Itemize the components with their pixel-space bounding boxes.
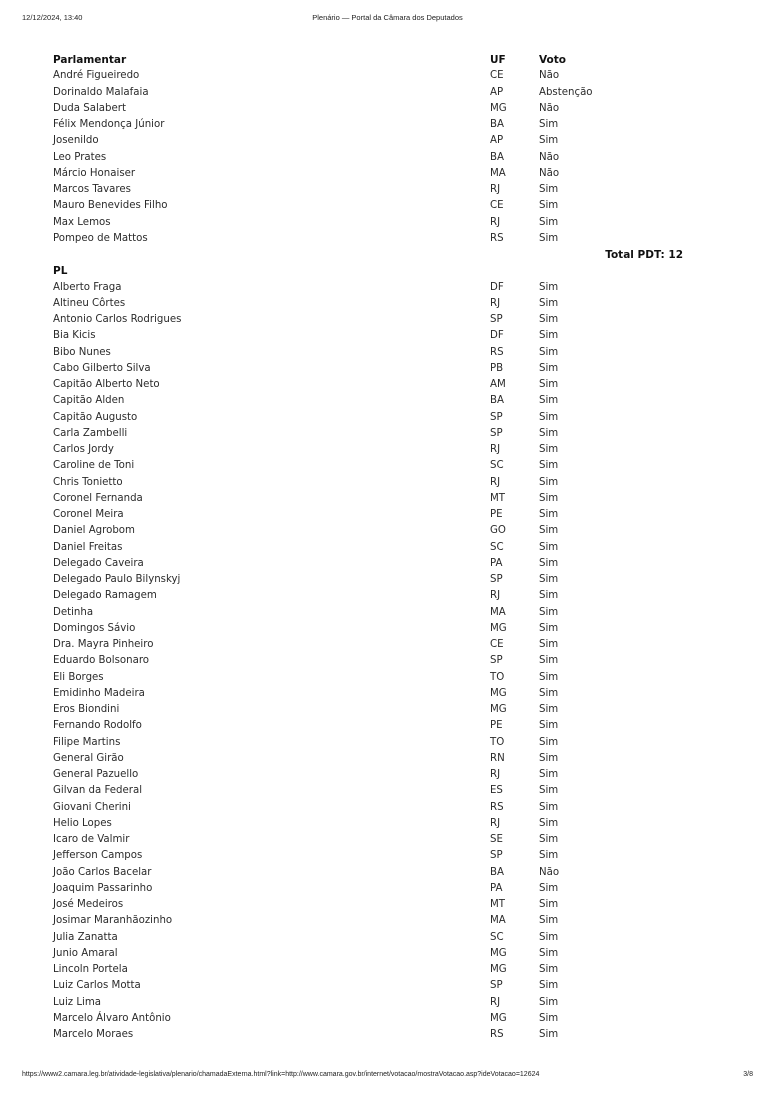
deputy-uf: RJ [490, 769, 501, 780]
deputy-uf: PA [490, 882, 503, 894]
deputy-name: Delegado Paulo Bilynskyj [53, 574, 181, 585]
table-row [53, 198, 683, 214]
deputy-name: Detinha [53, 606, 94, 618]
table-row [53, 1027, 683, 1043]
table-row [53, 832, 683, 848]
table-row [53, 150, 683, 166]
deputy-vote: Sim [539, 769, 559, 780]
deputy-uf: BA [490, 866, 504, 878]
table-row [53, 507, 683, 523]
column-header-uf: UF [490, 54, 506, 66]
table-row [53, 978, 683, 994]
deputy-vote: Sim [539, 574, 559, 585]
deputy-vote: Sim [539, 606, 559, 618]
deputy-name: Delegado Ramagem [53, 590, 157, 602]
party-total-label: Total PDT: 12 [605, 249, 683, 261]
deputy-vote: Sim [539, 216, 559, 228]
deputy-name: Marcelo Álvaro Antônio [53, 1012, 171, 1024]
deputy-uf: MG [490, 704, 507, 715]
deputy-name: André Figueiredo [53, 70, 140, 82]
table-row [53, 328, 683, 344]
table-row [53, 637, 683, 653]
print-url: https://www2.camara.leg.br/atividade-legislativa/plenario/chamadaExterna.html?link=http://www.camara.gov.br/internet/votacao/mostraVotacao.asp?ideVotacao=12624 [22, 1071, 540, 1078]
deputy-uf: RS [490, 232, 504, 244]
deputy-vote: Sim [539, 720, 559, 732]
deputy-uf: MT [490, 899, 506, 910]
deputy-name: Eduardo Bolsonaro [53, 655, 150, 667]
deputy-uf: RJ [490, 476, 501, 488]
deputy-vote: Sim [539, 557, 559, 569]
table-row [53, 588, 683, 604]
table-row [53, 605, 683, 621]
deputy-uf: MG [490, 687, 507, 699]
deputy-uf: MG [490, 622, 507, 634]
deputy-vote: Não [539, 151, 560, 163]
deputy-name: Bia Kicis [53, 330, 96, 342]
deputy-name: Luiz Carlos Motta [53, 980, 141, 992]
deputy-name: Mauro Benevides Filho [53, 200, 168, 212]
deputy-name: Joaquim Passarinho [53, 882, 153, 894]
deputy-name: Junio Amaral [53, 947, 118, 959]
table-row [53, 962, 683, 978]
deputy-uf: PE [490, 509, 503, 520]
deputy-name: Jefferson Campos [53, 850, 143, 862]
deputy-uf: MG [490, 964, 507, 975]
deputy-uf: ES [490, 785, 503, 797]
deputy-vote: Sim [539, 817, 559, 829]
deputy-name: Bibo Nunes [53, 346, 111, 358]
table-row [53, 231, 683, 247]
deputy-vote: Sim [539, 330, 559, 342]
deputy-vote: Sim [539, 314, 559, 325]
deputy-name: José Medeiros [53, 899, 124, 910]
table-row [53, 101, 683, 117]
table-row [53, 751, 683, 767]
deputy-uf: CE [490, 200, 504, 212]
deputy-name: Eli Borges [53, 671, 104, 683]
deputy-vote: Sim [539, 1012, 559, 1024]
deputy-name: Alberto Fraga [53, 281, 122, 293]
deputy-uf: SP [490, 850, 503, 862]
deputy-name: Félix Mendonça Júnior [53, 119, 165, 130]
deputy-uf: BA [490, 395, 504, 407]
table-row [53, 523, 683, 539]
deputy-vote: Sim [539, 996, 559, 1008]
deputy-vote: Sim [539, 704, 559, 715]
deputy-name: Duda Salabert [53, 102, 126, 114]
deputy-vote: Sim [539, 687, 559, 699]
deputy-uf: RJ [490, 817, 501, 829]
deputy-uf: SP [490, 980, 503, 992]
deputy-vote: Sim [539, 834, 559, 845]
deputy-name: Marcos Tavares [53, 184, 131, 195]
deputy-vote: Sim [539, 915, 559, 927]
deputy-uf: TO [490, 671, 505, 683]
table-row [53, 783, 683, 799]
table-row [53, 68, 683, 84]
table-row [53, 117, 683, 133]
deputy-name: Carla Zambelli [53, 427, 128, 439]
table-row [53, 312, 683, 328]
table-row [53, 913, 683, 929]
deputy-uf: SC [490, 460, 504, 472]
table-row [53, 897, 683, 913]
table-row [53, 215, 683, 231]
table-row [53, 377, 683, 393]
pdt-rows [53, 68, 683, 247]
table-row [53, 735, 683, 751]
column-header-voto: Voto [539, 54, 566, 66]
deputy-vote: Não [539, 102, 560, 114]
deputy-uf: SE [490, 834, 503, 845]
deputy-vote: Sim [539, 395, 559, 407]
deputy-name: Antonio Carlos Rodrigues [53, 314, 182, 325]
column-header-parlamentar: Parlamentar [53, 54, 127, 66]
deputy-name: Emidinho Madeira [53, 687, 145, 699]
deputy-vote: Sim [539, 850, 559, 862]
deputy-uf: AP [490, 135, 504, 147]
table-row [53, 930, 683, 946]
table-row [53, 540, 683, 556]
deputy-name: Dorinaldo Malafaia [53, 86, 149, 98]
deputy-name: Fernando Rodolfo [53, 720, 142, 732]
table-row [53, 621, 683, 637]
print-page-title: Plenário — Portal da Câmara dos Deputados [312, 13, 463, 22]
deputy-name: Cabo Gilberto Silva [53, 362, 151, 374]
deputy-uf: GO [490, 525, 506, 537]
deputy-uf: SP [490, 427, 503, 439]
deputy-name: Dra. Mayra Pinheiro [53, 639, 154, 650]
deputy-name: Caroline de Toni [53, 460, 135, 472]
deputy-uf: MG [490, 102, 507, 114]
deputy-uf: MA [490, 606, 506, 618]
deputy-vote: Sim [539, 590, 559, 602]
deputy-name: Marcelo Moraes [53, 1029, 134, 1040]
table-row [53, 393, 683, 409]
table-row [53, 848, 683, 864]
deputy-name: João Carlos Bacelar [53, 866, 152, 878]
deputy-name: Giovani Cherini [53, 801, 131, 813]
deputy-uf: RS [490, 1029, 504, 1040]
deputy-uf: AP [490, 86, 504, 98]
table-row [53, 653, 683, 669]
deputy-vote: Sim [539, 492, 559, 504]
table-row [53, 800, 683, 816]
deputy-vote: Sim [539, 1029, 559, 1040]
pl-rows [53, 280, 683, 1044]
deputy-name: Domingos Sávio [53, 622, 136, 634]
print-datetime: 12/12/2024, 13:40 [22, 13, 83, 22]
deputy-name: Helio Lopes [53, 817, 112, 829]
party-total-row [53, 247, 683, 263]
table-row [53, 718, 683, 734]
deputy-name: Altineu Côrtes [53, 297, 126, 309]
deputy-vote: Abstenção [539, 86, 593, 98]
deputy-uf: DF [490, 281, 504, 293]
deputy-vote: Sim [539, 200, 559, 212]
deputy-name: General Girão [53, 752, 124, 764]
table-row [53, 767, 683, 783]
deputy-vote: Sim [539, 135, 559, 147]
deputy-vote: Sim [539, 882, 559, 894]
deputy-uf: PB [490, 362, 504, 374]
deputy-vote: Sim [539, 232, 559, 244]
deputy-name: Icaro de Valmir [53, 834, 130, 845]
print-page-number: 3/8 [743, 1071, 753, 1078]
table-row [53, 133, 683, 149]
party-heading-row [53, 263, 683, 279]
deputy-name: Chris Tonietto [53, 476, 123, 488]
deputy-uf: PA [490, 557, 503, 569]
deputy-name: Luiz Lima [53, 996, 102, 1008]
deputy-vote: Sim [539, 444, 559, 455]
table-row [53, 670, 683, 686]
deputy-vote: Sim [539, 379, 559, 390]
table-row [53, 442, 683, 458]
deputy-uf: MG [490, 947, 507, 959]
party-heading: PL [53, 265, 68, 278]
deputy-uf: MA [490, 915, 506, 927]
deputy-vote: Sim [539, 509, 559, 520]
deputy-vote: Sim [539, 297, 559, 309]
deputy-uf: RJ [490, 184, 501, 195]
deputy-uf: RS [490, 801, 504, 813]
table-row [53, 946, 683, 962]
table-row [53, 865, 683, 881]
deputy-vote: Sim [539, 476, 559, 488]
deputy-vote: Sim [539, 980, 559, 992]
table-row [53, 361, 683, 377]
deputy-uf: SP [490, 574, 503, 585]
print-header [22, 13, 753, 25]
deputy-uf: AM [490, 379, 506, 390]
table-row [53, 475, 683, 491]
deputy-uf: SC [490, 541, 504, 553]
deputy-uf: RN [490, 752, 505, 764]
table-row [53, 280, 683, 296]
deputy-name: Gilvan da Federal [53, 785, 143, 797]
deputy-uf: PE [490, 720, 503, 732]
deputy-name: Capitão Alberto Neto [53, 379, 160, 390]
deputy-vote: Sim [539, 736, 559, 748]
deputy-name: Capitão Augusto [53, 411, 138, 423]
print-footer [22, 1071, 753, 1083]
table-row [53, 410, 683, 426]
table-row [53, 182, 683, 198]
deputy-vote: Sim [539, 281, 559, 293]
table-row [53, 345, 683, 361]
deputy-name: Márcio Honaiser [53, 167, 136, 179]
deputy-vote: Não [539, 167, 560, 179]
deputy-name: Lincoln Portela [53, 964, 128, 975]
deputy-vote: Sim [539, 655, 559, 667]
deputy-uf: TO [490, 736, 505, 748]
deputy-name: Daniel Agrobom [53, 525, 135, 537]
deputy-uf: RJ [490, 444, 501, 455]
deputy-name: Carlos Jordy [53, 444, 114, 455]
table-row [53, 572, 683, 588]
deputy-uf: BA [490, 151, 504, 163]
deputy-vote: Sim [539, 639, 559, 650]
deputy-vote: Sim [539, 947, 559, 959]
table-row [53, 426, 683, 442]
deputy-uf: SP [490, 314, 503, 325]
table-row [53, 296, 683, 312]
deputy-name: Josimar Maranhãozinho [53, 915, 173, 927]
deputy-uf: BA [490, 119, 504, 130]
deputy-name: Eros Biondini [53, 704, 120, 715]
deputy-vote: Sim [539, 931, 559, 943]
deputy-name: Josenildo [53, 135, 99, 147]
table-row [53, 881, 683, 897]
deputy-vote: Sim [539, 801, 559, 813]
deputy-uf: RJ [490, 590, 501, 602]
table-row [53, 995, 683, 1011]
table-row [53, 556, 683, 572]
deputy-vote: Sim [539, 541, 559, 553]
deputy-uf: CE [490, 70, 504, 82]
deputy-vote: Sim [539, 460, 559, 472]
deputy-vote: Sim [539, 899, 559, 910]
deputy-name: Coronel Fernanda [53, 492, 143, 504]
deputy-vote: Sim [539, 362, 559, 374]
deputy-uf: RJ [490, 297, 501, 309]
deputy-uf: RJ [490, 996, 501, 1008]
deputy-name: Delegado Caveira [53, 557, 144, 569]
vote-table [53, 52, 683, 1043]
deputy-uf: MG [490, 1012, 507, 1024]
deputy-uf: CE [490, 639, 504, 650]
deputy-vote: Sim [539, 525, 559, 537]
deputy-name: Leo Prates [53, 151, 107, 163]
table-row [53, 1011, 683, 1027]
deputy-uf: SC [490, 931, 504, 943]
table-row [53, 702, 683, 718]
table-row [53, 458, 683, 474]
deputy-vote: Sim [539, 785, 559, 797]
table-row [53, 686, 683, 702]
deputy-vote: Sim [539, 427, 559, 439]
deputy-uf: MT [490, 492, 506, 504]
deputy-vote: Sim [539, 752, 559, 764]
deputy-name: Max Lemos [53, 216, 111, 228]
deputy-uf: RS [490, 346, 504, 358]
deputy-name: Pompeo de Mattos [53, 232, 148, 244]
table-header-row [53, 52, 683, 68]
deputy-vote: Não [539, 866, 560, 878]
deputy-vote: Não [539, 70, 560, 82]
deputy-name: Daniel Freitas [53, 541, 123, 553]
deputy-vote: Sim [539, 346, 559, 358]
table-row [53, 491, 683, 507]
deputy-vote: Sim [539, 411, 559, 423]
deputy-uf: MA [490, 167, 506, 179]
deputy-uf: RJ [490, 216, 501, 228]
table-row [53, 85, 683, 101]
deputy-vote: Sim [539, 671, 559, 683]
deputy-uf: SP [490, 655, 503, 667]
deputy-name: Coronel Meira [53, 509, 124, 520]
deputy-name: Julia Zanatta [53, 931, 118, 943]
deputy-name: Capitão Alden [53, 395, 125, 407]
deputy-uf: DF [490, 330, 504, 342]
deputy-name: Filipe Martins [53, 736, 121, 748]
table-row [53, 166, 683, 182]
deputy-vote: Sim [539, 622, 559, 634]
deputy-vote: Sim [539, 119, 559, 130]
deputy-vote: Sim [539, 964, 559, 975]
deputy-vote: Sim [539, 184, 559, 195]
deputy-name: General Pazuello [53, 769, 139, 780]
deputy-uf: SP [490, 411, 503, 423]
table-row [53, 816, 683, 832]
